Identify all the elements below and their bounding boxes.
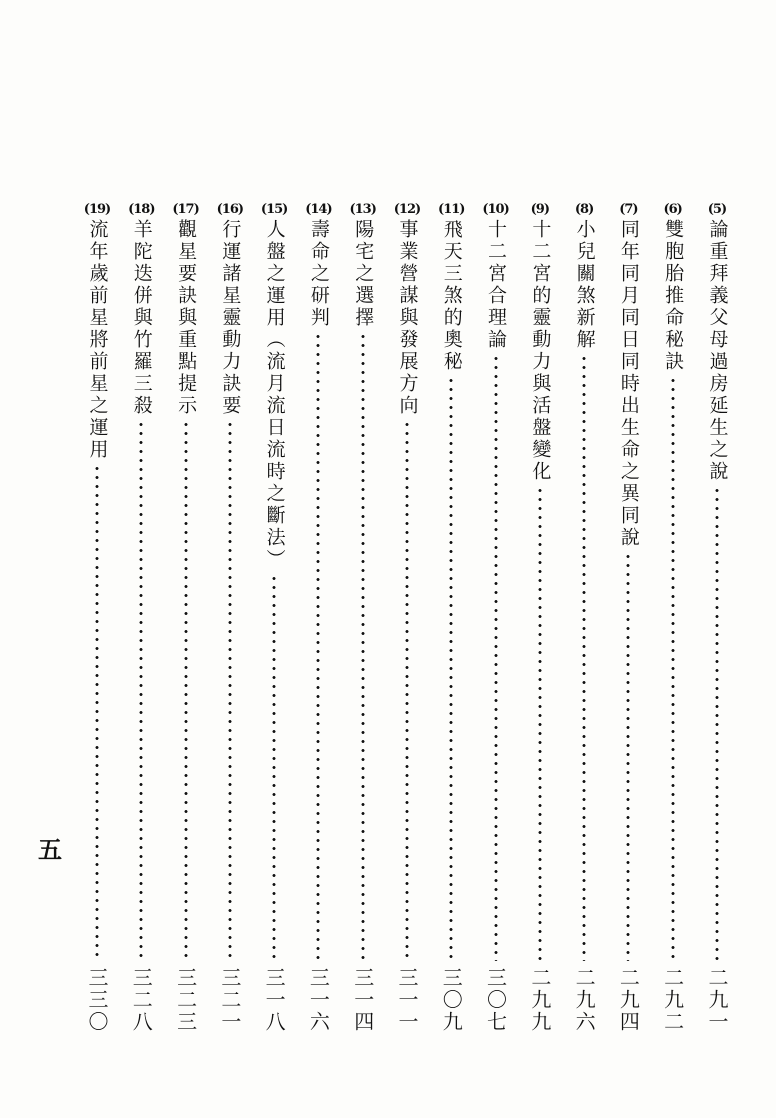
entry-number: (12) <box>393 202 421 217</box>
toc-entry-7[interactable] <box>613 203 643 1033</box>
entry-number: (15) <box>260 202 288 217</box>
toc-entry-6[interactable] <box>658 203 688 1033</box>
toc-entry-11[interactable] <box>436 203 466 1033</box>
entry-title: 飛天三煞的奧秘 <box>440 219 463 373</box>
entry-number: (18) <box>128 202 155 217</box>
entry-title: 小兒關煞新解 <box>573 219 596 351</box>
entry-number: (17) <box>172 202 199 217</box>
leader-dots <box>316 332 320 961</box>
entry-page-number: 二九二 <box>660 967 685 1033</box>
entry-title: 壽命之研判 <box>307 219 330 329</box>
leader-dots <box>538 486 542 961</box>
entry-page-number: 三三〇 <box>85 967 109 1033</box>
leader-dots <box>184 420 188 961</box>
entry-number: (8) <box>574 202 594 217</box>
table-of-contents <box>82 203 732 1033</box>
leader-dots <box>361 332 365 961</box>
entry-title: 行運諸星靈動力訣要 <box>219 219 242 417</box>
entry-page-number: 三一一 <box>394 967 419 1033</box>
leader-dots <box>582 354 586 961</box>
entry-title: 羊陀迭併與竹羅三殺 <box>130 219 153 417</box>
entry-page-number: 二九四 <box>616 967 641 1033</box>
entry-page-number: 三二三 <box>173 967 198 1033</box>
entry-page-number: 三一六 <box>306 967 331 1033</box>
leader-dots <box>626 552 630 961</box>
leader-dots <box>494 354 498 961</box>
entry-title: 論重拜義父母過房延生之說 <box>706 219 729 483</box>
leader-dots <box>95 464 99 961</box>
entry-title: 陽宅之選擇 <box>352 219 375 329</box>
leader-dots <box>272 574 276 961</box>
entry-number: (9) <box>530 202 549 217</box>
toc-entry-13[interactable] <box>348 203 378 1033</box>
entry-page-number: 二九九 <box>527 967 552 1033</box>
page-number: 五 <box>38 835 62 864</box>
leader-dots <box>449 376 453 961</box>
entry-title: 流年歲前星將前星之運用 <box>86 219 109 461</box>
toc-entry-10[interactable] <box>481 203 511 1033</box>
entry-number: (11) <box>438 202 465 217</box>
entry-title: 人盤之運用︵流月流日流時之斷法︶ <box>263 219 286 571</box>
entry-title: 同年同月同日同時出生命之異同說 <box>617 219 640 549</box>
toc-entry-17[interactable] <box>171 203 201 1033</box>
entry-number: (10) <box>482 202 509 217</box>
toc-entry-18[interactable] <box>126 203 156 1033</box>
entry-page-number: 二九一 <box>704 967 729 1033</box>
entry-page-number: 三一八 <box>262 967 287 1033</box>
entry-number: (6) <box>663 202 682 217</box>
entry-number: (16) <box>216 202 244 217</box>
entry-number: (5) <box>707 202 727 217</box>
toc-entry-15[interactable] <box>259 203 289 1033</box>
leader-dots <box>405 420 409 961</box>
toc-entry-5[interactable] <box>702 203 732 1033</box>
entry-number: (14) <box>305 202 332 217</box>
toc-entry-9[interactable] <box>525 203 555 1033</box>
entry-page-number: 三〇七 <box>483 967 508 1033</box>
entry-title: 觀星要訣與重點提示 <box>175 219 198 417</box>
entry-number: (13) <box>349 202 376 217</box>
entry-page-number: 三〇九 <box>439 967 464 1033</box>
leader-dots <box>228 420 232 961</box>
leader-dots <box>671 376 675 961</box>
entry-title: 十二宮合理論 <box>485 219 508 351</box>
entry-page-number: 三一四 <box>350 967 375 1033</box>
entry-title: 十二宮的靈動力與活盤變化 <box>529 219 552 483</box>
toc-entry-14[interactable] <box>303 203 333 1033</box>
entry-number: (7) <box>619 202 638 217</box>
entry-page-number: 三二一 <box>217 967 242 1033</box>
entry-title: 雙胞胎推命秘訣 <box>662 219 685 373</box>
entry-title: 事業營謀與發展方向 <box>396 219 419 417</box>
toc-entry-12[interactable] <box>392 203 422 1033</box>
toc-entry-8[interactable] <box>569 203 599 1033</box>
leader-dots <box>139 420 143 961</box>
toc-entry-16[interactable] <box>215 203 245 1033</box>
entry-number: (19) <box>83 202 111 217</box>
toc-entry-19[interactable] <box>82 203 112 1033</box>
leader-dots <box>715 486 719 961</box>
entry-page-number: 三二八 <box>129 967 154 1033</box>
entry-page-number: 二九六 <box>572 967 597 1033</box>
